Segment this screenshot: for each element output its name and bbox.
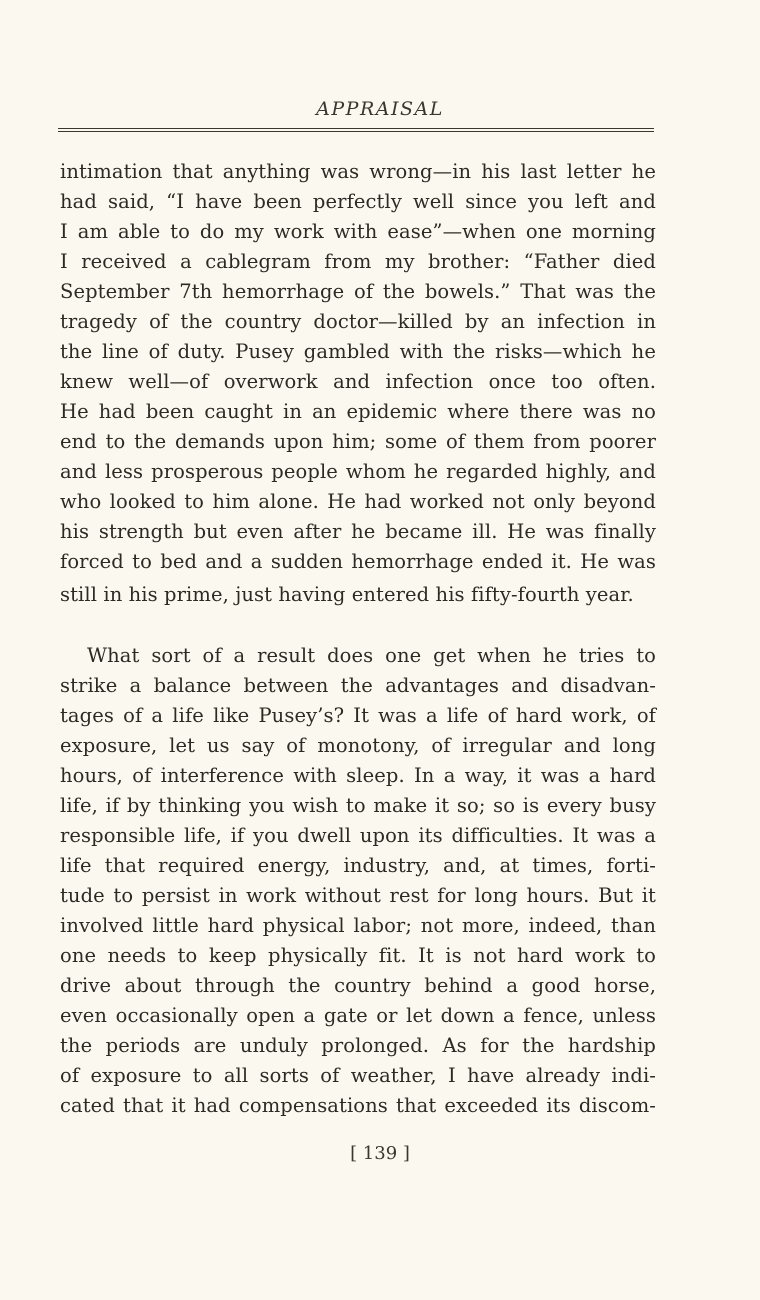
text-line: end to the demands upon him; some of them from poorer <box>60 430 656 453</box>
text-line: He had been caught in an epidemic where there was no <box>60 400 656 423</box>
text-line: tude to persist in work without rest for long hours. But it <box>60 884 656 907</box>
text-line: drive about through the country behind a good horse, <box>60 974 656 997</box>
text-line: exposure, let us say of monotony, of irregular and long <box>60 734 656 757</box>
text-line: I received a cablegram from my brother: “Father died <box>60 250 656 273</box>
text-line: of exposure to all sorts of weather, I have already indi- <box>60 1064 656 1087</box>
text-line: still in his prime, just having entered his fifty-fourth year. <box>60 583 634 606</box>
text-line: September 7th hemorrhage of the bowels.” That was the <box>60 280 656 303</box>
text-line: life, if by thinking you wish to make it so; so is every busy <box>60 794 656 817</box>
text-line: What sort of a result does one get when he tries to <box>87 644 656 667</box>
header-rule <box>58 128 654 132</box>
text-line: strike a balance between the advantages and disadvan- <box>60 674 656 697</box>
text-line: involved little hard physical labor; not more, indeed, than <box>60 914 656 937</box>
text-line: cated that it had compensations that exceeded its discom- <box>60 1094 656 1117</box>
text-line: hours, of interference with sleep. In a way, it was a hard <box>60 764 656 787</box>
text-line: even occasionally open a gate or let down a fence, unless <box>60 1004 656 1027</box>
text-line: I am able to do my work with ease”—when one morning <box>60 220 656 243</box>
text-line: the periods are unduly prolonged. As for the hardship <box>60 1034 656 1057</box>
text-line: who looked to him alone. He had worked not only beyond <box>60 490 656 513</box>
text-line: forced to bed and a sudden hemorrhage ended it. He was <box>60 550 656 573</box>
text-line: his strength but even after he became ill. He was finally <box>60 520 656 543</box>
text-line: intimation that anything was wrong—in his last letter he <box>60 160 656 183</box>
text-line: responsible life, if you dwell upon its difficulties. It was a <box>60 824 656 847</box>
text-line: life that required energy, industry, and, at times, forti- <box>60 854 656 877</box>
page-number: [ 139 ] <box>350 1143 410 1164</box>
text-line: one needs to keep physically fit. It is not hard work to <box>60 944 656 967</box>
text-line: had said, “I have been perfectly well since you left and <box>60 190 656 213</box>
text-line: tages of a life like Pusey’s? It was a life of hard work, of <box>60 704 656 727</box>
text-line: and less prosperous people whom he regarded highly, and <box>60 460 656 483</box>
text-line: knew well—of overwork and infection once too often. <box>60 370 656 393</box>
text-line: the line of duty. Pusey gambled with the risks—which he <box>60 340 656 363</box>
text-line: tragedy of the country doctor—killed by an infection in <box>60 310 656 333</box>
running-head: APPRAISAL <box>316 98 444 120</box>
